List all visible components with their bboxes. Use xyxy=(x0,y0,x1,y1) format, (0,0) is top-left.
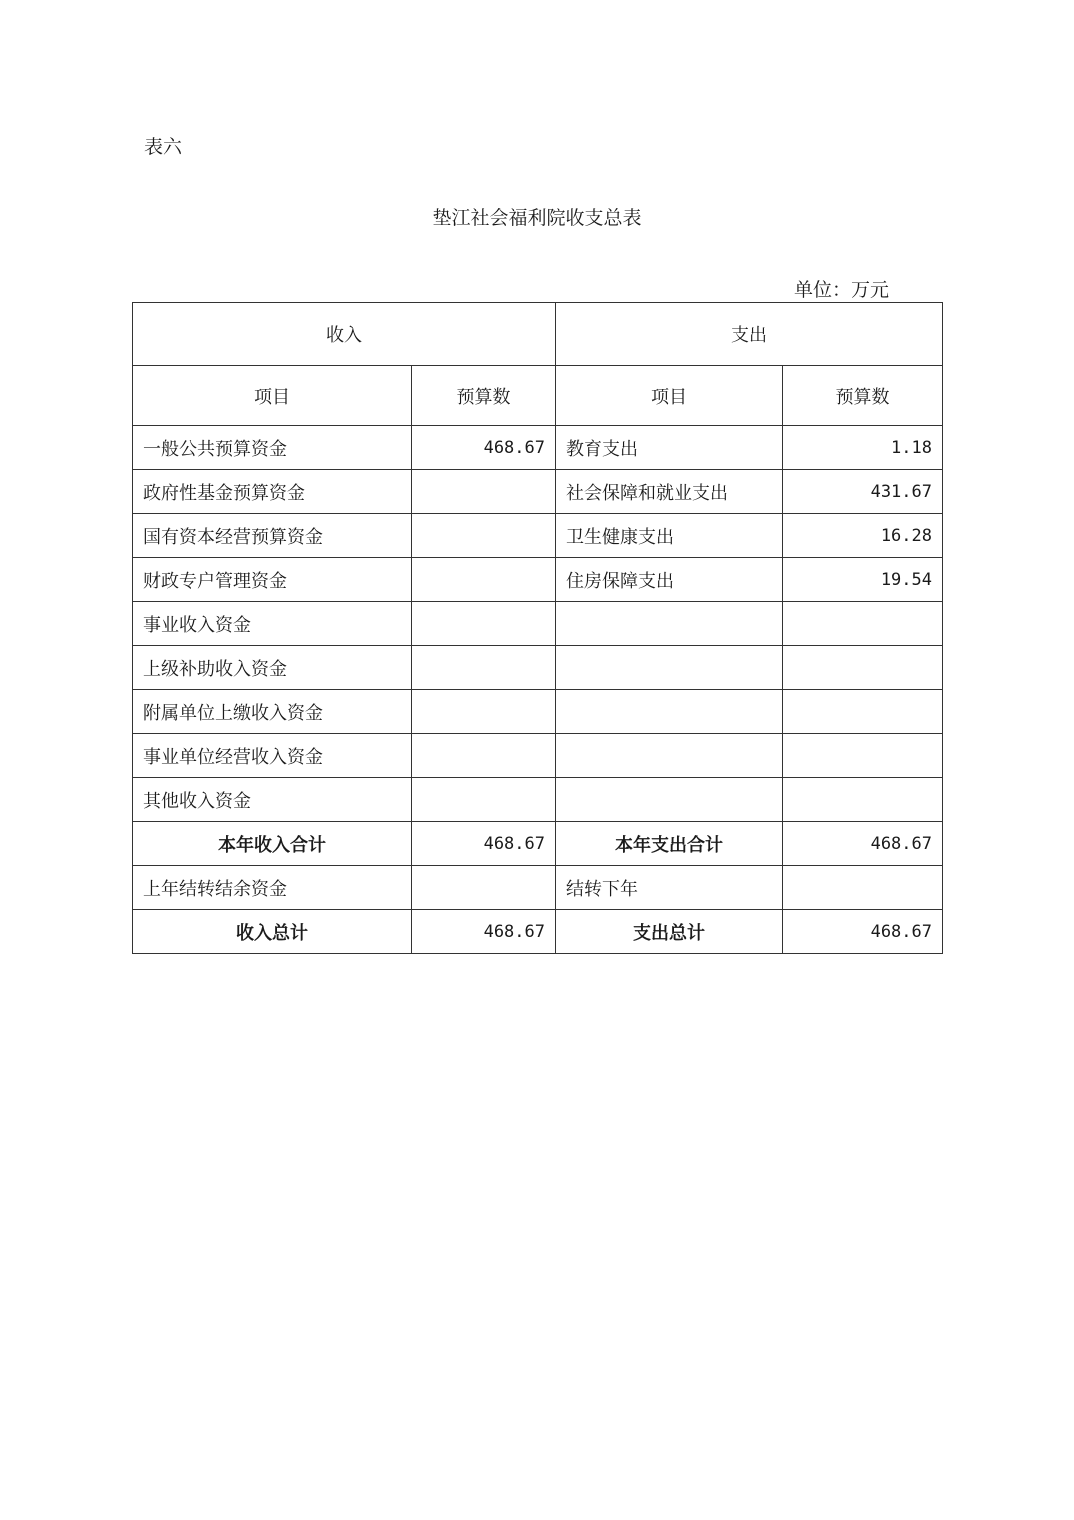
year-expense-total-label: 本年支出合计 xyxy=(556,822,783,866)
expense-budget xyxy=(783,778,943,822)
prior-year-carryover-value xyxy=(412,866,556,910)
income-budget xyxy=(412,690,556,734)
income-item: 财政专户管理资金 xyxy=(133,558,412,602)
income-budget xyxy=(412,558,556,602)
expense-item xyxy=(556,602,783,646)
expense-item: 教育支出 xyxy=(556,426,783,470)
income-budget xyxy=(412,514,556,558)
year-income-total-value: 468.67 xyxy=(412,822,556,866)
income-item: 事业收入资金 xyxy=(133,602,412,646)
expense-item: 住房保障支出 xyxy=(556,558,783,602)
expense-item xyxy=(556,646,783,690)
income-budget-header: 预算数 xyxy=(412,366,556,426)
expense-budget xyxy=(783,602,943,646)
table-row xyxy=(133,602,943,646)
expense-budget: 19.54 xyxy=(783,558,943,602)
table-row xyxy=(133,558,943,602)
carryover-row xyxy=(133,866,943,910)
table-row xyxy=(133,646,943,690)
income-item: 事业单位经营收入资金 xyxy=(133,734,412,778)
expense-grand-total-value: 468.67 xyxy=(783,910,943,954)
table-row xyxy=(133,514,943,558)
expense-section-header: 支出 xyxy=(556,303,943,366)
grand-total-row xyxy=(133,910,943,954)
expense-item: 卫生健康支出 xyxy=(556,514,783,558)
expense-budget: 1.18 xyxy=(783,426,943,470)
expense-budget xyxy=(783,646,943,690)
income-item-header: 项目 xyxy=(133,366,412,426)
budget-summary-table xyxy=(132,302,943,954)
income-item: 国有资本经营预算资金 xyxy=(133,514,412,558)
year-income-total-label: 本年收入合计 xyxy=(133,822,412,866)
expense-grand-total-label: 支出总计 xyxy=(556,910,783,954)
income-budget xyxy=(412,734,556,778)
income-item: 一般公共预算资金 xyxy=(133,426,412,470)
expense-item xyxy=(556,734,783,778)
table-label: 表六 xyxy=(144,136,183,158)
document-title: 垫江社会福利院收支总表 xyxy=(432,207,642,229)
table-row xyxy=(133,470,943,514)
table-row xyxy=(133,778,943,822)
expense-item: 社会保障和就业支出 xyxy=(556,470,783,514)
expense-budget: 16.28 xyxy=(783,514,943,558)
expense-budget xyxy=(783,734,943,778)
expense-item xyxy=(556,778,783,822)
section-header-row xyxy=(133,303,943,366)
income-budget xyxy=(412,646,556,690)
income-section-header: 收入 xyxy=(133,303,556,366)
expense-item-header: 项目 xyxy=(556,366,783,426)
expense-item xyxy=(556,690,783,734)
income-budget xyxy=(412,470,556,514)
year-expense-total-value: 468.67 xyxy=(783,822,943,866)
expense-budget-header: 预算数 xyxy=(783,366,943,426)
column-header-row xyxy=(133,366,943,426)
income-item: 附属单位上缴收入资金 xyxy=(133,690,412,734)
table-row xyxy=(133,734,943,778)
next-year-carryover-label: 结转下年 xyxy=(556,866,783,910)
expense-budget xyxy=(783,690,943,734)
next-year-carryover-value xyxy=(783,866,943,910)
year-total-row xyxy=(133,822,943,866)
income-grand-total-value: 468.67 xyxy=(412,910,556,954)
prior-year-carryover-label: 上年结转结余资金 xyxy=(133,866,412,910)
income-item: 上级补助收入资金 xyxy=(133,646,412,690)
income-grand-total-label: 收入总计 xyxy=(133,910,412,954)
income-budget: 468.67 xyxy=(412,426,556,470)
table-row xyxy=(133,426,943,470)
income-budget xyxy=(412,778,556,822)
income-item: 政府性基金预算资金 xyxy=(133,470,412,514)
unit-label: 单位：万元 xyxy=(794,279,890,301)
expense-budget: 431.67 xyxy=(783,470,943,514)
income-budget xyxy=(412,602,556,646)
income-item: 其他收入资金 xyxy=(133,778,412,822)
table-row xyxy=(133,690,943,734)
